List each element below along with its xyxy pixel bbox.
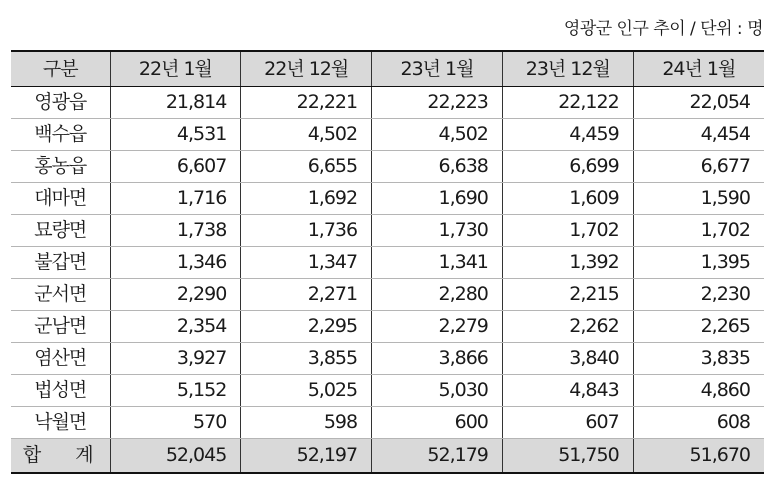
population-cell: 1,609: [502, 183, 633, 215]
population-cell: 1,690: [372, 183, 503, 215]
population-cell: 22,122: [502, 87, 633, 119]
population-cell: 4,531: [110, 119, 241, 151]
population-cell: 1,341: [372, 247, 503, 279]
region-name: 군남면: [11, 311, 110, 343]
population-cell: 1,702: [502, 215, 633, 247]
header-period: 24년 1월: [633, 51, 764, 87]
population-cell: 607: [502, 407, 633, 439]
region-name: 염산면: [11, 343, 110, 375]
population-cell: 608: [633, 407, 764, 439]
total-cell: 52,179: [372, 439, 503, 474]
population-cell: 1,716: [110, 183, 241, 215]
population-cell: 600: [372, 407, 503, 439]
header-category: 구분: [11, 51, 110, 87]
population-cell: 1,395: [633, 247, 764, 279]
population-cell: 3,840: [502, 343, 633, 375]
population-cell: 2,354: [110, 311, 241, 343]
total-cell: 52,045: [110, 439, 241, 474]
population-cell: 6,655: [241, 151, 372, 183]
population-cell: 3,866: [372, 343, 503, 375]
region-name: 대마면: [11, 183, 110, 215]
population-cell: 1,590: [633, 183, 764, 215]
region-name: 법성면: [11, 375, 110, 407]
table-row: [11, 215, 764, 247]
table-row: [11, 279, 764, 311]
population-cell: 1,692: [241, 183, 372, 215]
population-cell: 4,454: [633, 119, 764, 151]
table-row: [11, 343, 764, 375]
population-cell: 4,860: [633, 375, 764, 407]
total-cell: 51,670: [633, 439, 764, 474]
population-cell: 1,738: [110, 215, 241, 247]
population-cell: 1,346: [110, 247, 241, 279]
header-period: 22년 1월: [110, 51, 241, 87]
population-cell: 1,392: [502, 247, 633, 279]
header-period: 23년 1월: [372, 51, 503, 87]
population-cell: 6,677: [633, 151, 764, 183]
population-cell: 3,835: [633, 343, 764, 375]
table-row: [11, 151, 764, 183]
region-name: 홍농읍: [11, 151, 110, 183]
population-cell: 3,927: [110, 343, 241, 375]
header-row: [11, 51, 764, 87]
population-cell: 3,855: [241, 343, 372, 375]
total-row: [11, 439, 764, 474]
population-cell: 2,230: [633, 279, 764, 311]
population-cell: 22,054: [633, 87, 764, 119]
table-row: [11, 87, 764, 119]
population-cell: 5,025: [241, 375, 372, 407]
population-cell: 2,290: [110, 279, 241, 311]
population-cell: 2,265: [633, 311, 764, 343]
region-name: 군서면: [11, 279, 110, 311]
population-cell: 1,736: [241, 215, 372, 247]
population-cell: 4,843: [502, 375, 633, 407]
population-cell: 2,271: [241, 279, 372, 311]
population-cell: 5,030: [372, 375, 503, 407]
header-period: 22년 12월: [241, 51, 372, 87]
population-cell: 2,262: [502, 311, 633, 343]
population-cell: 598: [241, 407, 372, 439]
table-row: [11, 311, 764, 343]
population-cell: 1,730: [372, 215, 503, 247]
table-body: [11, 87, 764, 439]
region-name: 묘량면: [11, 215, 110, 247]
total-label: 합 계: [11, 439, 110, 474]
region-name: 백수읍: [11, 119, 110, 151]
population-cell: 6,638: [372, 151, 503, 183]
population-cell: 570: [110, 407, 241, 439]
table-caption: 영광군 인구 추이 / 단위 : 명: [563, 19, 763, 39]
total-cell: 51,750: [502, 439, 633, 474]
population-cell: 6,607: [110, 151, 241, 183]
population-cell: 4,502: [372, 119, 503, 151]
population-cell: 1,347: [241, 247, 372, 279]
table-row: [11, 247, 764, 279]
table-row: [11, 375, 764, 407]
population-cell: 2,279: [372, 311, 503, 343]
region-name: 영광읍: [11, 87, 110, 119]
population-cell: 2,215: [502, 279, 633, 311]
table-footer: [11, 439, 764, 474]
population-cell: 4,459: [502, 119, 633, 151]
population-cell: 22,221: [241, 87, 372, 119]
population-cell: 2,280: [372, 279, 503, 311]
header-period: 23년 12월: [502, 51, 633, 87]
table-row: [11, 407, 764, 439]
population-table: [11, 50, 764, 474]
region-name: 불갑면: [11, 247, 110, 279]
total-cell: 52,197: [241, 439, 372, 474]
table-row: [11, 183, 764, 215]
population-cell: 22,223: [372, 87, 503, 119]
population-cell: 5,152: [110, 375, 241, 407]
population-cell: 4,502: [241, 119, 372, 151]
population-cell: 21,814: [110, 87, 241, 119]
table-header: [11, 51, 764, 87]
population-cell: 6,699: [502, 151, 633, 183]
region-name: 낙월면: [11, 407, 110, 439]
table-row: [11, 119, 764, 151]
population-cell: 1,702: [633, 215, 764, 247]
population-cell: 2,295: [241, 311, 372, 343]
